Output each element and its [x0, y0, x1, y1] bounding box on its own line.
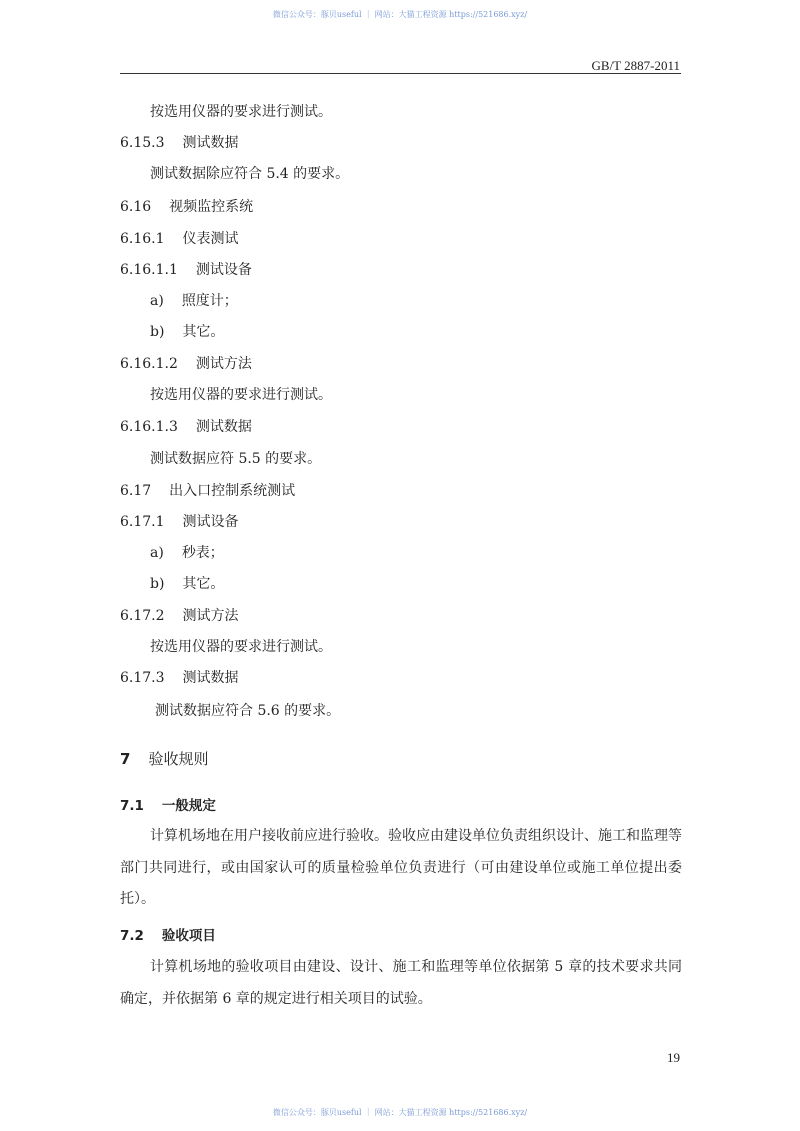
- clause-title: 测试数据: [195, 419, 252, 435]
- body-line: 按选用仪器的要求进行测试。: [150, 639, 332, 655]
- section-7-1-paragraph: 计算机场地在用户接收前应进行验收。验收应由建设单位负责组织设计、施工和监理等部门共同进行，或由国家认可的质量检验单位负责进行（可由建设单位或施工单位提出委托）。: [120, 828, 682, 907]
- clause-line: [150, 575, 224, 593]
- clause-line: [150, 292, 238, 310]
- clause-number: 6.17.3: [120, 670, 165, 686]
- clause-title: 测试设备: [195, 262, 252, 278]
- clause-title: 测试数据: [182, 670, 239, 686]
- clause-line: [120, 607, 239, 625]
- clause-title: 视频监控系统: [169, 199, 254, 215]
- clause-line: [120, 355, 252, 373]
- body-line: 按选用仪器的要求进行测试。: [150, 387, 332, 403]
- section-7-2-heading: 7.2 验收项目: [120, 928, 216, 944]
- clause-title: 测试设备: [182, 514, 239, 530]
- clause-line: [120, 513, 239, 531]
- clause-line: [150, 544, 224, 562]
- clause-title: 照度计；: [181, 293, 238, 309]
- clause-number: b): [150, 576, 165, 592]
- clause-line: [120, 198, 253, 216]
- clause-number: a): [150, 293, 164, 309]
- page-number: 19: [667, 1050, 680, 1065]
- clause-line: [120, 134, 239, 152]
- body-line: 测试数据应符合 5.6 的要求。: [155, 703, 341, 719]
- clause-title: 测试方法: [182, 608, 239, 624]
- clause-number: 6.15.3: [120, 135, 165, 151]
- clause-number: 6.16.1.1: [120, 262, 178, 278]
- clause-number: a): [150, 545, 164, 561]
- clause-title: 出入口控制系统测试: [169, 483, 296, 499]
- clause-line: [120, 418, 252, 436]
- watermark-top: 微信公众号：豚贝useful ｜ 网站：大猫工程资源 https://521686.xyz/: [272, 10, 528, 19]
- clause-title: 其它。: [182, 576, 225, 592]
- section-7-1-heading: 7.1 一般规定: [120, 798, 216, 814]
- clause-title: 测试数据: [182, 135, 239, 151]
- clause-number: 6.16: [120, 199, 152, 215]
- body-line: 按选用仪器的要求进行测试。: [150, 104, 332, 120]
- clause-line: [150, 323, 224, 341]
- section-7-2-paragraph: 计算机场地的验收项目由建设、设计、施工和监理等单位依据第 5 章的技术要求共同确定，并依据第 6 章的规定进行相关项目的试验。: [120, 959, 682, 1007]
- clause-line: [120, 669, 239, 687]
- header-rule: [120, 73, 681, 74]
- clause-number: 6.17.2: [120, 608, 165, 624]
- clause-number: 6.16.1.2: [120, 356, 178, 372]
- clause-number: 6.17: [120, 483, 152, 499]
- clause-number: 6.17.1: [120, 514, 165, 530]
- clause-line: [120, 482, 295, 500]
- clause-title: 测试方法: [195, 356, 252, 372]
- clause-number: 6.16.1.3: [120, 419, 178, 435]
- clause-line: [120, 230, 239, 248]
- watermark-bottom: 微信公众号：豚贝useful ｜ 网站：大猫工程资源 https://521686.xyz/: [272, 1108, 528, 1117]
- body-line: 测试数据应符 5.5 的要求。: [150, 451, 322, 467]
- clause-line: [120, 261, 252, 279]
- body-line: 测试数据除应符合 5.4 的要求。: [150, 166, 350, 182]
- clause-title: 秒表；: [181, 545, 224, 561]
- clause-number: b): [150, 324, 165, 340]
- standard-number: GB/T 2887-2011: [591, 58, 680, 73]
- chapter-heading: 7 验收规则: [120, 750, 209, 768]
- clause-title: 其它。: [182, 324, 225, 340]
- clause-number: 6.16.1: [120, 231, 165, 247]
- clause-title: 仪表测试: [182, 231, 239, 247]
